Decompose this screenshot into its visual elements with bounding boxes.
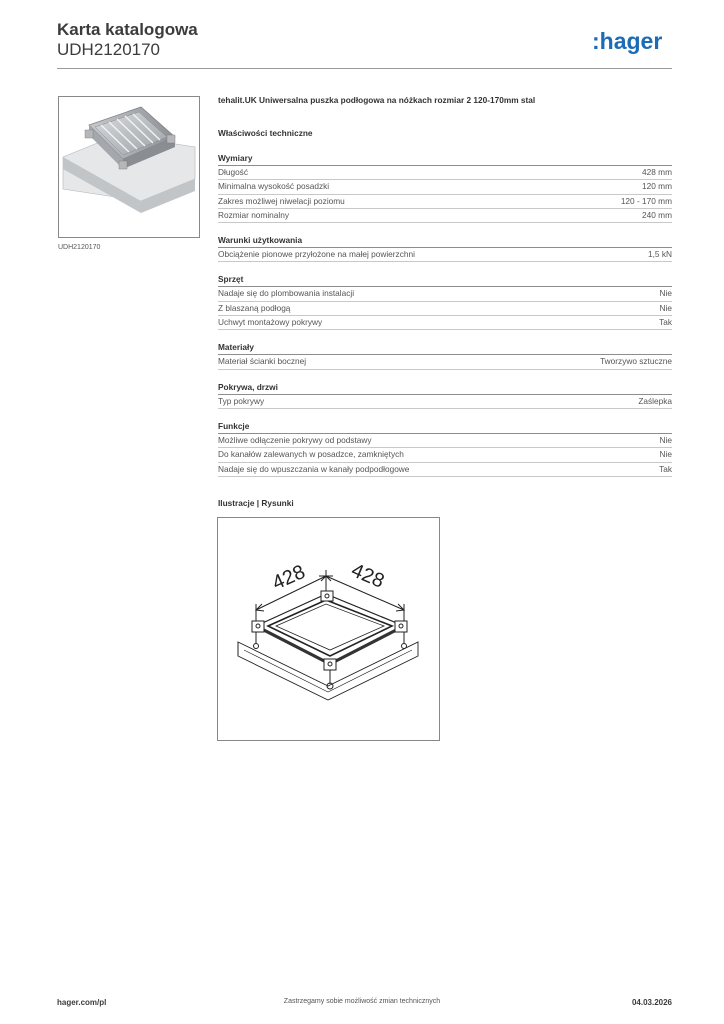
spec-label: Z blaszaną podłogą	[218, 302, 291, 313]
spec-label: Możliwe odłączenie pokrywy od podstawy	[218, 434, 372, 445]
spec-row	[218, 434, 672, 448]
spec-value: Nie	[659, 434, 672, 445]
spec-row	[218, 195, 672, 209]
spec-row	[218, 209, 672, 223]
product-image	[58, 96, 200, 238]
spec-value: 120 mm	[642, 181, 672, 192]
spec-label: Zakres możliwej niwelacji poziomu	[218, 195, 345, 206]
footer-website-link[interactable]: hager.com/pl	[57, 998, 107, 1007]
product-title: tehalit.UK Uniwersalna puszka podłogowa na nóżkach rozmiar 2 120-170mm stal	[218, 95, 536, 105]
hager-logo	[592, 28, 674, 56]
footer-disclaimer: Zastrzegamy sobie możliwość zmian technicznych	[283, 998, 441, 1005]
spec-row	[218, 180, 672, 194]
spec-label: Nadaje się do plombowania instalacji	[218, 288, 355, 299]
spec-group	[218, 420, 672, 477]
spec-value: Nie	[659, 449, 672, 460]
technical-drawing	[217, 517, 440, 741]
image-caption: UDH2120170	[58, 244, 101, 251]
spec-row	[218, 302, 672, 316]
spec-group-title: Funkcje	[218, 420, 672, 434]
spec-group-title: Materiały	[218, 341, 672, 355]
spec-group	[218, 234, 672, 262]
footer-date: 04.03.2026	[631, 998, 672, 1007]
spec-value: Nie	[659, 288, 672, 299]
spec-row	[218, 166, 672, 180]
spec-row	[218, 395, 672, 409]
dimension-label-left: 428	[269, 560, 309, 595]
product-code: UDH2120170	[57, 40, 161, 59]
spec-row	[218, 355, 672, 369]
spec-label: Rozmiar nominalny	[218, 209, 290, 220]
spec-group	[218, 152, 672, 223]
spec-group	[218, 341, 672, 369]
dimension-label-right: 428	[348, 559, 388, 593]
spec-label: Uchwyt montażowy pokrywy	[218, 317, 323, 328]
spec-group-title: Pokrywa, drzwi	[218, 381, 672, 395]
spec-row	[218, 463, 672, 477]
spec-value: Nie	[659, 302, 672, 313]
spec-value: 240 mm	[642, 209, 672, 220]
spec-row	[218, 316, 672, 330]
illustrations-title: Ilustracje | Rysunki	[218, 498, 294, 508]
spec-group-title: Sprzęt	[218, 273, 672, 287]
spec-group-title: Warunki użytkowania	[218, 234, 672, 248]
spec-groups	[218, 152, 672, 477]
spec-label: Minimalna wysokość posadzki	[218, 181, 330, 192]
spec-label: Typ pokrywy	[218, 395, 265, 406]
section-title: Właściwości techniczne	[218, 128, 313, 138]
spec-value: Tak	[659, 463, 672, 474]
spec-value: 120 - 170 mm	[620, 195, 672, 206]
spec-label: Obciążenie pionowe przyłożone na małej powierzchni	[218, 249, 415, 260]
spec-value: Zaślepka	[638, 395, 672, 406]
spec-label: Materiał ścianki bocznej	[218, 356, 307, 367]
spec-group-title: Wymiary	[218, 152, 672, 166]
spec-group	[218, 381, 672, 409]
spec-label: Długość	[218, 167, 248, 177]
spec-row	[218, 248, 672, 262]
spec-value: Tworzywo sztuczne	[600, 356, 672, 367]
spec-value: 1,5 kN	[648, 249, 672, 260]
spec-label: Nadaje się do wpuszczania w kanały podpodłogowe	[218, 463, 410, 474]
floor-box-photo-icon	[59, 97, 199, 237]
spec-row	[218, 287, 672, 301]
spec-group	[218, 273, 672, 330]
dimension-drawing-icon	[218, 518, 439, 740]
spec-row	[218, 448, 672, 462]
spec-value: 428 mm	[642, 167, 672, 177]
header-divider	[57, 68, 672, 69]
document-title: Karta katalogowa	[57, 20, 198, 39]
spec-sheet	[218, 94, 672, 488]
spec-value: Tak	[659, 317, 672, 328]
logo-text: :hager	[592, 28, 663, 54]
spec-label: Do kanałów zalewanych w posadzce, zamkniętych	[218, 449, 404, 460]
